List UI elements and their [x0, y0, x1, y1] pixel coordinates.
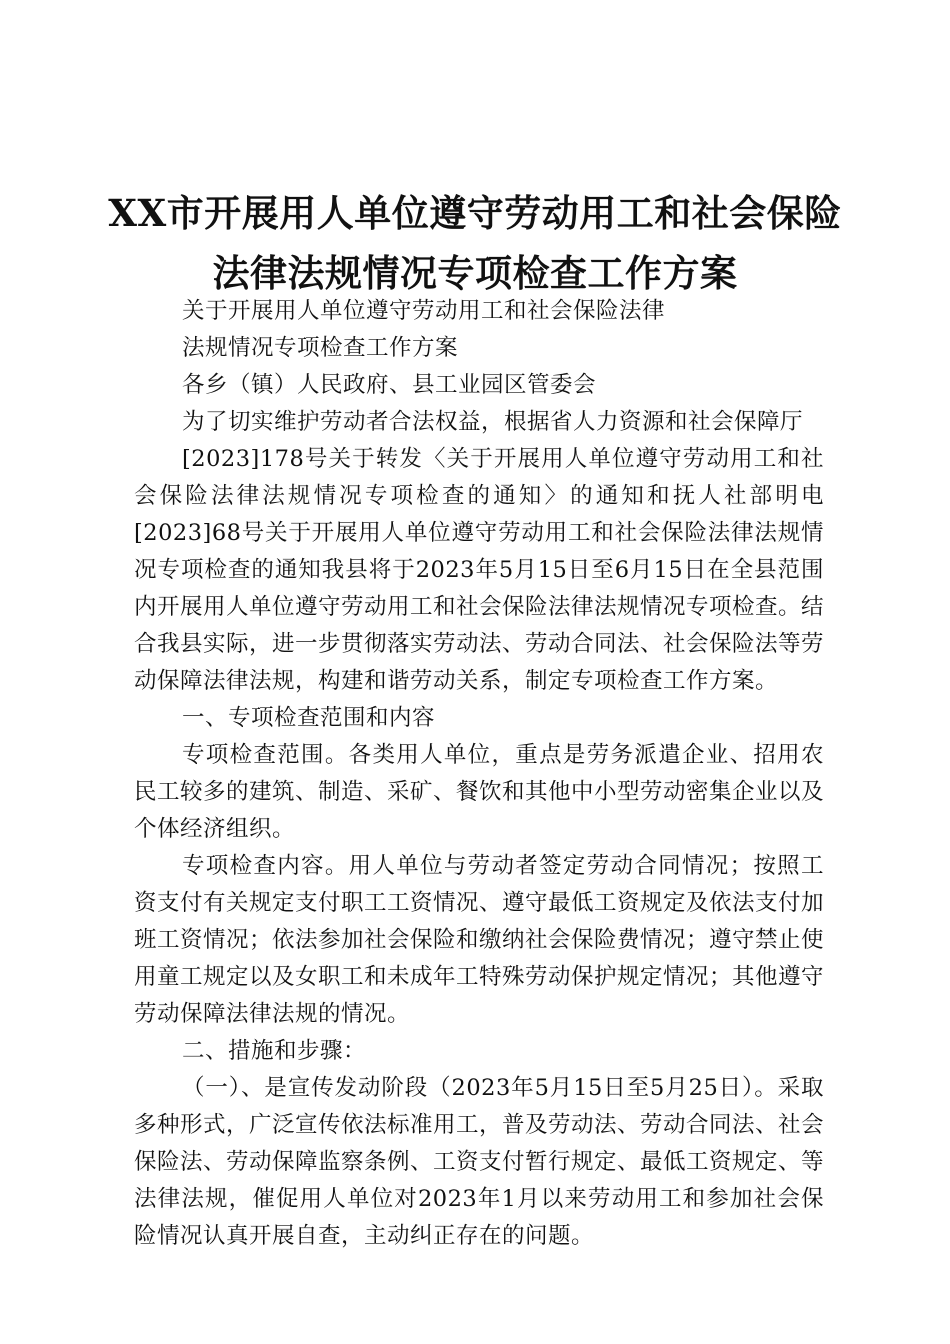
paragraph-content: 专项检查内容。用人单位与劳动者签定劳动合同情况；按照工资支付有关规定支付职工工资情况、遵守最低工资规定及依法支付加班工资情况；依法参加社会保险和缴纳社会保险费情况；遵守禁止使用童工规定以及女职工和未成年工特殊劳动保护规定情况；其他遵守劳动保障法律法规的情况。: [134, 853, 825, 1027]
section-heading-1: 一、专项检查范围和内容: [182, 705, 436, 731]
section-heading-2: 二、措施和步骤：: [182, 1038, 367, 1064]
paragraph-scope: 专项检查范围。各类用人单位，重点是劳务派遣企业、招用农民工较多的建筑、制造、采矿、餐饮和其他中小型劳动密集企业以及个体经济组织。: [134, 742, 825, 842]
paragraph-stage-1: （一）、是宣传发动阶段（2023年5月15日至5月25日）。采取多种形式，广泛宣传依法标准用工，普及劳动法、劳动合同法、社会保险法、劳动保障监察条例、工资支付暂行规定、最低工资规定、等法律法规，催促用人单位对2023年1月以来劳动用工和参加社会保险情况认真开展自查，主动纠正存在的问题。: [134, 1075, 825, 1249]
paragraph-background: [2023]178号关于转发〈关于开展用人单位遵守劳动用工和社会保险法律法规情况专项检查的通知〉的通知和抚人社部明电[2023]68号关于开展用人单位遵守劳动用工和社会保险法律法规情况专项检查的通知我县将于2023年5月15日至6月15日在全县范围内开展用人单位遵守劳动用工和社会保险法律法规情况专项检查。结合我县实际，进一步贯彻落实劳动法、劳动合同法、社会保险法等劳动保障法律法规，构建和谐劳动关系，制定专项检查工作方案。: [134, 446, 825, 694]
document-body: [134, 293, 824, 1255]
document-title-line-2: 法律法规情况专项检查工作方案: [212, 251, 738, 295]
subtitle-line-1: 关于开展用人单位遵守劳动用工和社会保险法律: [182, 298, 666, 324]
subtitle-line-2: 法规情况专项检查工作方案: [182, 335, 459, 361]
addressee: 各乡（镇）人民政府、县工业园区管委会: [182, 372, 597, 398]
paragraph-intro: 为了切实维护劳动者合法权益，根据省人力资源和社会保障厅: [182, 409, 804, 435]
document-title-line-1: XX市开展用人单位遵守劳动用工和社会保险: [108, 191, 842, 235]
